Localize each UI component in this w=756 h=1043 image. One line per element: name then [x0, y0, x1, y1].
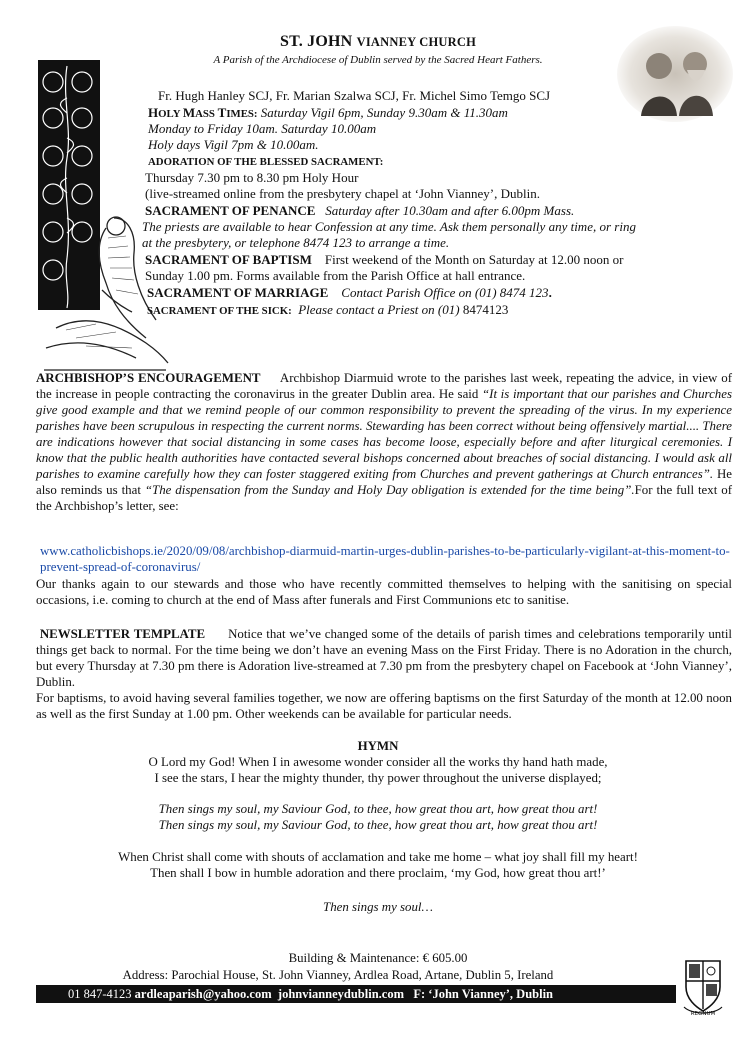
- penance-availability: The priests are available to hear Confession at any time. Ask them personally any time, or ring: [142, 219, 636, 234]
- adoration-time: Thursday 7.30 pm to 8.30 pm Holy Hour: [145, 170, 359, 185]
- hymn-chorus-line1: Then sings my soul, my Saviour God, to thee, how great thou art, how great thou art!: [158, 802, 598, 816]
- penance-arrange: at the presbytery, or telephone 8474 123 to arrange a time.: [142, 235, 450, 250]
- adoration-livestream: (live-streamed online from the presbytery chapel at ‘John Vianney’, Dublin.: [145, 186, 540, 201]
- archbishop-letter-link[interactable]: www.catholicbishops.ie/2020/09/08/archbishop-diarmuid-martin-urges-dublin-parishes-to-be-particularly-vigilant-at-this-moment-to-prevent-spread-of-coronavirus/: [40, 544, 730, 574]
- hymn-ending: Then sings my soul…: [323, 900, 433, 914]
- newsletter-heading: NEWSLETTER TEMPLATE: [39, 627, 206, 641]
- church-title: ST. JOHN VIANNEY CHURCH: [280, 33, 476, 50]
- encouragement-heading: ARCHBISHOP’S ENCOURAGEMENT: [36, 371, 261, 385]
- newsletter-baptisms: For baptisms, to avoid having several families together, we now are offering baptisms on the first Saturday of the month at 12.00 noon as well as the first Sunday at 1.00 pm. Other weekends can be available for particular needs.: [36, 691, 732, 721]
- marriage-line: SACRAMENT OF MARRIAGE Contact Parish Office on (01) 8474 123.: [147, 285, 552, 300]
- contact-facebook[interactable]: F: ‘John Vianney’, Dublin: [413, 987, 553, 1001]
- adoration-heading: ADORATION OF THE BLESSED SACRAMENT:: [148, 156, 384, 168]
- hymn-verse2-line1: When Christ shall come with shouts of acclamation and take me home – what joy shall fill my heart!: [118, 850, 638, 864]
- penance-line: SACRAMENT OF PENANCE Saturday after 10.30am and after 6.00pm Mass.: [145, 203, 575, 218]
- mass-weekday-times: Monday to Friday 10am. Saturday 10.00am: [148, 121, 377, 136]
- building-maintenance: Building & Maintenance: € 605.00: [288, 951, 468, 965]
- church-subtitle: A Parish of the Archdiocese of Dublin served by the Sacred Heart Fathers.: [213, 54, 543, 66]
- hymn-verse2-line2: Then shall I bow in humble adoration and there proclaim, ‘my God, how great thou art!’: [150, 866, 606, 880]
- baptism-forms: Sunday 1.00 pm. Forms available from the Parish Office at hall entrance.: [145, 268, 526, 283]
- hymn-chorus-line2: Then sings my soul, my Saviour God, to thee, how great thou art, how great thou art!: [158, 818, 598, 832]
- hymn-verse1-line1: O Lord my God! When I in awesome wonder consider all the works thy hand hath made,: [148, 755, 608, 769]
- portrait-photo: [615, 24, 735, 124]
- newsletter-template: NEWSLETTER TEMPLATE Notice that we’ve changed some of the details of parish times and celebrations temporarily until things get back to normal. For the time being we don’t have an evening Mass on the First Friday. There is no Adoration in the church, but every Thursday at 7.30 pm there is Adoration live-streamed at 7.30 pm from the presbytery chapel on Facebook at ‘John Vianney’, Dublin.: [36, 627, 732, 689]
- parish-crest: [682, 957, 724, 1017]
- stewards-thanks: Our thanks again to our stewards and those who have recently committed themselves to helping with the sanitising on special occasions, i.e. coming to church at the end of Mass after funerals and First Communions etc to sanitise.: [36, 577, 732, 607]
- crest-motto: REGNUM: [690, 1011, 716, 1017]
- hymn-verse1-line2: I see the stars, I hear the mighty thunder, thy power throughout the universe displayed;: [154, 771, 602, 785]
- contact-phone: 01 847-4123: [68, 987, 135, 1001]
- mass-holyday-times: Holy days Vigil 7pm & 10.00am.: [148, 137, 319, 152]
- baptism-line: SACRAMENT OF BAPTISM First weekend of the Month on Saturday at 12.00 noon or: [145, 252, 624, 267]
- parish-address: Address: Parochial House, St. John Vianney, Ardlea Road, Artane, Dublin 5, Ireland: [122, 968, 554, 982]
- hymn-heading: HYMN: [357, 739, 399, 753]
- contact-bar: [36, 985, 676, 1003]
- clergy-list: Fr. Hugh Hanley SCJ, Fr. Marian Szalwa SCJ, Fr. Michel Simo Temgo SCJ: [158, 88, 551, 103]
- contact-website[interactable]: johnvianneydublin.com: [277, 987, 404, 1001]
- sick-line: SACRAMENT OF THE SICK: Please contact a Priest on (01) 8474123: [147, 302, 509, 317]
- archbishop-encouragement: ARCHBISHOP’S ENCOURAGEMENT Archbishop Diarmuid wrote to the parishes last week, repeating the advice, in view of the increase in people contracting the coronavirus in the greater Dublin area. He said “It is important that our parishes and Churches give good example and that we remind people of our common responsibility to prevent the spreading of the virus. In my experience parishes have been scrupulous in respecting the current norms. Stewarding has been correct without being offensively martial.... There are indications however that social distancing in some cases has become loose, especially before and after liturgical ceremonies. I know that the public health authorities have contacted several bishops concerned about breaches of social distancing. I would ask all parishes to examine carefully how they can foster staggered exiting from Churches and prevent gatherings at Church entrances”. He also reminds us that “The dispensation from the Sunday and Holy Day obligation is extended for the time being”.For the full text of the Archbishop’s letter, see:: [36, 371, 732, 513]
- mass-times-line: HOLY MASS TIMES: Saturday Vigil 6pm, Sunday 9.30am & 11.30am: [148, 105, 508, 120]
- contact-email[interactable]: ardleaparish@yahoo.com: [134, 987, 272, 1001]
